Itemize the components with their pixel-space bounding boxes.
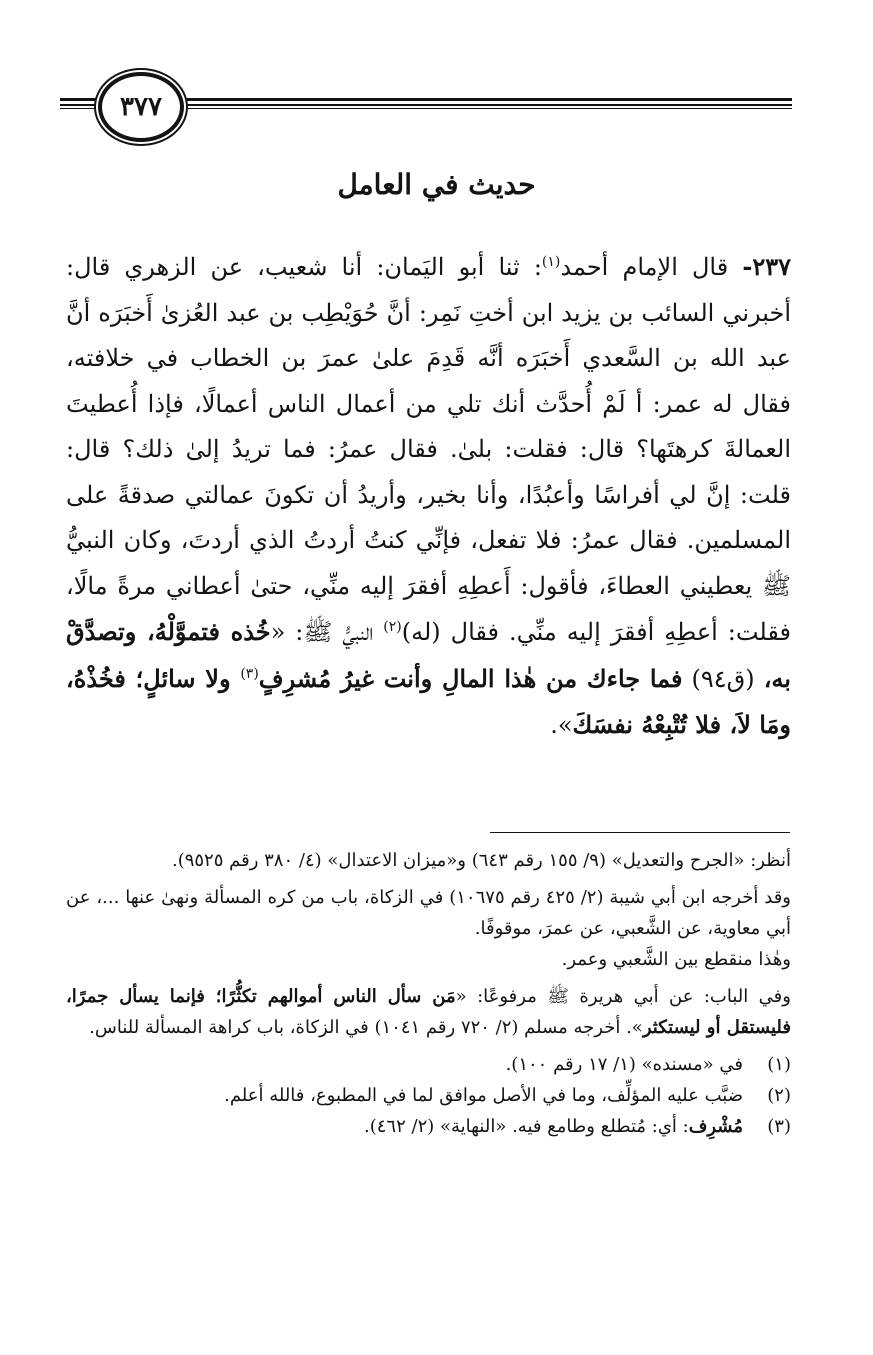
footnotes [66, 845, 791, 1142]
hadith-segment: النبيُّ ﷺ: « [270, 618, 384, 646]
prophetic-text: فما جاءك من هٰذا المالِ وأنت غيرُ مُشرِفٍ [258, 663, 683, 693]
footnote-text: في «مسنده» (١/ ١٧ رقم ١٠٠). [505, 1054, 743, 1075]
hadith-segment: ». [550, 711, 573, 739]
hadith-segment: قال الإمام أحمد [560, 253, 729, 281]
hadith-text [66, 244, 791, 749]
hadith-quote: مَن سأل الناس أموالهم تكثُّرًا؛ فإنما يسأل جمرًا، فليستقل أو ليستكثر [66, 986, 791, 1038]
footnote-ref: (١) [541, 254, 561, 270]
prophetic-text: خُذه فتموَّلْهُ، وتصدَّقْ به، [66, 617, 791, 693]
hadith-number: ٢٣٧- [742, 252, 791, 281]
footnote-ref: (٣) [240, 665, 259, 682]
page-header [0, 0, 873, 150]
footnote-line: وفي الباب: عن أبي هريرة ﷺ مرفوعًا: «مَن سأل الناس أموالهم تكثُّرًا؛ فإنما يسأل جمرًا، فليستقل أو ليستكثر». أخرجه مسلم (٢/ ٧٢٠ رقم ١٠٤١) في الزكاة، باب كراهة المسألة للناس. [66, 986, 791, 1038]
footnote-mark: (٢) [767, 1085, 791, 1106]
page-number: ٣٧٧ [120, 92, 162, 122]
footnote-separator [490, 832, 790, 833]
footnote-mark: (٣) [767, 1116, 791, 1137]
footnote-text: ضبَّب عليه المؤلِّف، وما في الأصل موافق لما في المطبوع، فالله أعلم. [224, 1085, 743, 1106]
footnote-mark: (١) [767, 1054, 791, 1075]
footnote-item [66, 1080, 791, 1111]
footnote-item [66, 1049, 791, 1080]
footnote-line: وقد أخرجه ابن أبي شيبة (٢/ ٤٢٥ رقم ١٠٦٧٥) في الزكاة، باب من كره المسألة ونهىٰ عنها ...، عن أبي معاوية، عن الشَّعبي، عن عمرَ، موقوفًا. [66, 887, 791, 939]
chapter-title: حديث في العامل [337, 168, 536, 201]
hadith-segment: : ثنا أبو اليَمان: أنا شعيب، عن الزهري قال: أخبرني السائب بن يزيد ابن أختِ نَمِر: أنَّ حُوَيْطِب بن عبد العُزىٰ أَخبَرَه أنَّ عبد الله بن السَّعدي أَخبَرَه أنَّه قَدِمَ علىٰ عمرَ بن الخطاب في خلافته، فقال له عمر: أ لَمْ أُحدَّث أنك تلي من أعمال الناس أعمالًا، فإذا أُعطيتَ العمالةَ كرهتَها؟ قال: فقلت: بلىٰ. فقال عمرُ: فما تريدُ إلىٰ ذلك؟ قال: قلت: إنَّ لي أفراسًا وأعبُدًا، وأنا بخير، وأريدُ أن تكونَ عمالتي صدقةً على المسلمين. فقال عمرُ: فلا تفعل، فإنِّي كنتُ أردتُ الذي أردتَ، وكان النبيُّ ﷺ يعطيني العطاءَ، فأقول: أَعطِهِ أفقرَ إليه منِّي، حتىٰ أعطاني مرةً مالًا، فقلت: أعطِهِ أفقرَ إليه منِّي. فقال (له) [66, 253, 791, 646]
footnote-line: أنظر: «الجرح والتعديل» (٩/ ١٥٥ رقم ٦٤٣) و«ميزان الاعتدال» (٤/ ٣٨٠ رقم ٩٥٢٥). [171, 850, 791, 871]
footnote-line: وهٰذا منقطع بين الشَّعبي وعمر. [561, 949, 791, 970]
prophetic-text: ولا سائلٍ؛ فخُذْهُ، ومَا لاَ، فلا تُتْبِعْهُ نفسَكَ [66, 663, 791, 739]
footnote-ref: (٢) [383, 619, 402, 635]
footnote-item [66, 1111, 791, 1142]
page-number-badge [98, 72, 184, 142]
footnote-term: مُشْرِف [688, 1116, 743, 1137]
footnote-text: مُشْرِف: أي: مُتطلع وطامع فيه. «النهاية» (٢/ ٤٦٢). [364, 1116, 743, 1137]
manuscript-ref: (ق٩٤) [682, 664, 764, 693]
